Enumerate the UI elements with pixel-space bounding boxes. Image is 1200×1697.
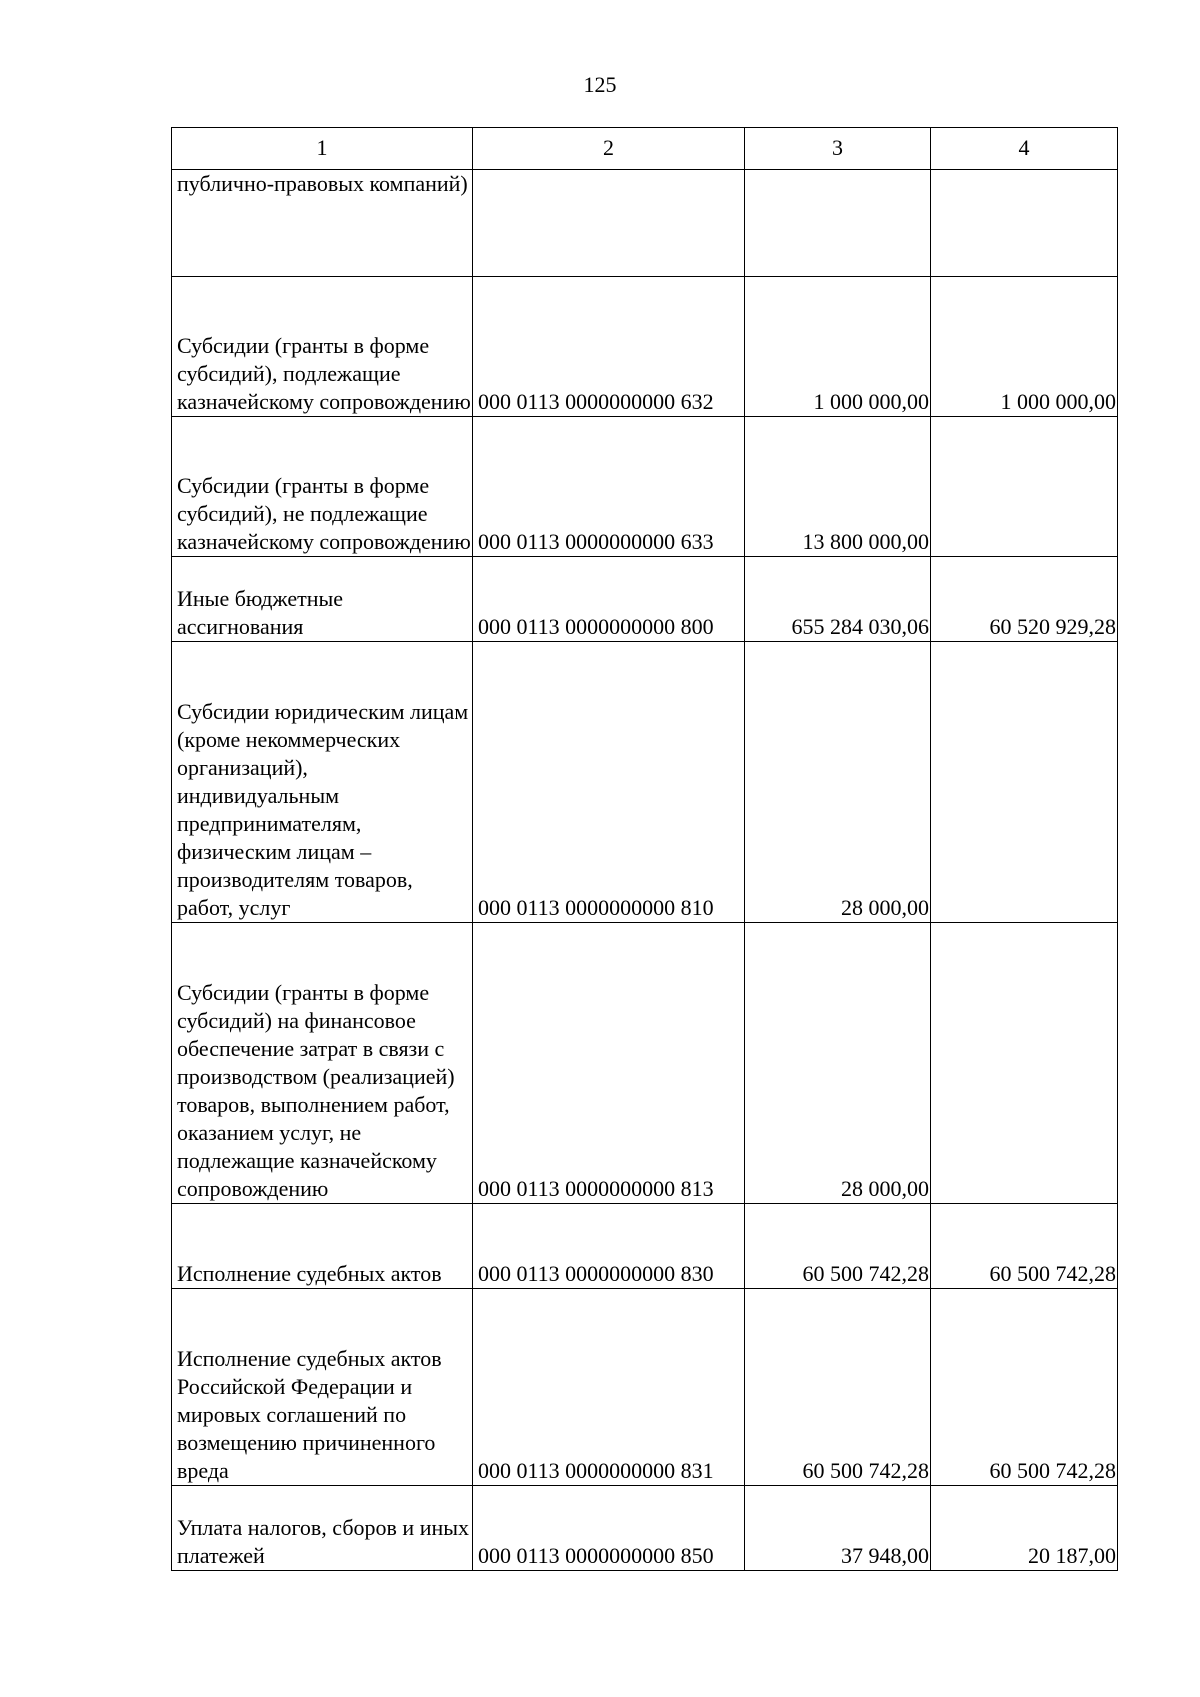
row-name: Субсидии (гранты в форме субсидий), подлежащие казначейскому сопровождению bbox=[172, 277, 473, 417]
row-value-4: 20 187,00 bbox=[931, 1486, 1118, 1571]
row-code: 000 0113 0000000000 830 bbox=[473, 1204, 745, 1289]
table-row bbox=[172, 1486, 1118, 1571]
row-value-4: 1 000 000,00 bbox=[931, 277, 1118, 417]
row-code bbox=[473, 170, 745, 277]
row-name: публично-правовых компаний) bbox=[172, 170, 473, 277]
table-row bbox=[172, 923, 1118, 1204]
row-value-3: 60 500 742,28 bbox=[745, 1204, 931, 1289]
row-code: 000 0113 0000000000 632 bbox=[473, 277, 745, 417]
row-name: Субсидии (гранты в форме субсидий) на финансовое обеспечение затрат в связи с производством (реализацией) товаров, выполнением работ, оказанием услуг, не подлежащие казначейскому сопровождению bbox=[172, 923, 473, 1204]
budget-table bbox=[171, 127, 1118, 1571]
table-row bbox=[172, 170, 1118, 277]
column-header-2: 2 bbox=[473, 128, 745, 170]
row-name: Субсидии (гранты в форме субсидий), не подлежащие казначейскому сопровождению bbox=[172, 417, 473, 557]
row-name: Уплата налогов, сборов и иных платежей bbox=[172, 1486, 473, 1571]
table-row bbox=[172, 417, 1118, 557]
row-code: 000 0113 0000000000 633 bbox=[473, 417, 745, 557]
row-code: 000 0113 0000000000 800 bbox=[473, 557, 745, 642]
table-row bbox=[172, 277, 1118, 417]
row-value-3: 37 948,00 bbox=[745, 1486, 931, 1571]
column-header-1: 1 bbox=[172, 128, 473, 170]
table-row bbox=[172, 1204, 1118, 1289]
row-value-3: 13 800 000,00 bbox=[745, 417, 931, 557]
row-value-3 bbox=[745, 170, 931, 277]
row-value-3: 28 000,00 bbox=[745, 923, 931, 1204]
table-row bbox=[172, 1289, 1118, 1486]
row-value-4: 60 500 742,28 bbox=[931, 1204, 1118, 1289]
row-value-4 bbox=[931, 642, 1118, 923]
row-value-3: 60 500 742,28 bbox=[745, 1289, 931, 1486]
row-value-4 bbox=[931, 923, 1118, 1204]
row-name: Иные бюджетные ассигнования bbox=[172, 557, 473, 642]
table-header-row bbox=[172, 128, 1118, 170]
row-name: Исполнение судебных актов bbox=[172, 1204, 473, 1289]
row-value-3: 28 000,00 bbox=[745, 642, 931, 923]
row-code: 000 0113 0000000000 810 bbox=[473, 642, 745, 923]
row-value-4 bbox=[931, 417, 1118, 557]
row-value-4: 60 520 929,28 bbox=[931, 557, 1118, 642]
table-row bbox=[172, 642, 1118, 923]
row-code: 000 0113 0000000000 831 bbox=[473, 1289, 745, 1486]
row-code: 000 0113 0000000000 813 bbox=[473, 923, 745, 1204]
row-value-3: 655 284 030,06 bbox=[745, 557, 931, 642]
page-number: 125 bbox=[583, 72, 617, 97]
row-code: 000 0113 0000000000 850 bbox=[473, 1486, 745, 1571]
row-value-3: 1 000 000,00 bbox=[745, 277, 931, 417]
column-header-3: 3 bbox=[745, 128, 931, 170]
row-value-4 bbox=[931, 170, 1118, 277]
column-header-4: 4 bbox=[931, 128, 1118, 170]
row-value-4: 60 500 742,28 bbox=[931, 1289, 1118, 1486]
row-name: Исполнение судебных актов Российской Федерации и мировых соглашений по возмещению причиненного вреда bbox=[172, 1289, 473, 1486]
row-name: Субсидии юридическим лицам (кроме некоммерческих организаций), индивидуальным предпринимателям, физическим лицам – производителям товаров, работ, услуг bbox=[172, 642, 473, 923]
table-row bbox=[172, 557, 1118, 642]
